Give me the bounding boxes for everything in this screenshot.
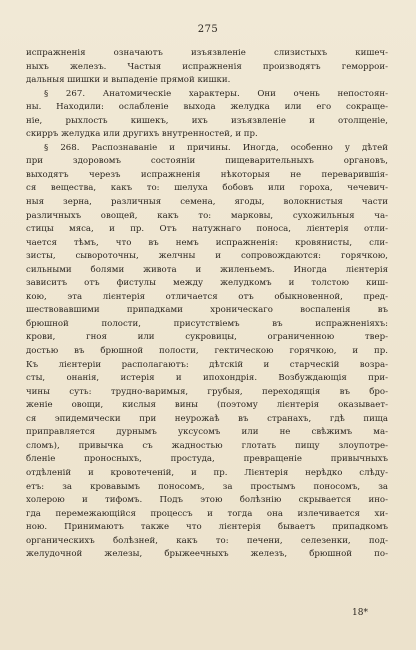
- text-line: женіе овощи, кислыя вины (поэтому лієнтерія оказывает-: [26, 400, 388, 411]
- text-line: испражненія означаютъ изъязвленіе слизистыхъ кишеч-: [26, 48, 388, 58]
- text-line: бленіе проносныхъ, простуда, превращеніе привычныхъ: [26, 454, 388, 465]
- text-line: выходятъ черезъ испражненія нѣкоторыя не переварившія-: [26, 169, 388, 180]
- text-line: приправляется дурнымъ уксусомъ или не свѣжимъ ма-: [26, 427, 388, 438]
- text-line: зисты, сывороточны, желчны и сопровождаются: горячкою,: [26, 251, 388, 262]
- text-line: сты, онанія, истерія и ипохондрія. Возбуждающія при-: [26, 373, 388, 384]
- text-line: ніе, рыхлость кишекъ, ихъ изъязвленіе и отолщеніе,: [26, 115, 388, 126]
- text-line: ною. Принимаютъ также что лієнтерія бываетъ припадкомъ: [26, 522, 388, 533]
- text-line: чины суть: трудно-варимыя, грубыя, переходящія въ бро-: [26, 386, 388, 397]
- body-text: [26, 47, 388, 562]
- text-line: кою, эта лієнтерія отличается отъ обыкновенной, пред-: [26, 291, 388, 302]
- text-line: сильными болями живота и жиленьемъ. Иногда лієнтерія: [26, 264, 388, 275]
- text-line: холерою и тифомъ. Подъ этою болѣзнію скрывается ино-: [26, 495, 388, 506]
- text-line: Къ лієнтеріи располагаютъ: дѣтскій и старческій возра-: [26, 359, 388, 370]
- text-line: достью въ брюшной полости, гектическою горячкою, и пр.: [26, 346, 388, 357]
- text-line: ныхъ железъ. Частыя испражненія производятъ геморрои-: [26, 61, 388, 72]
- text-line: отдѣленій и кровотеченій, и пр. Лієнтерія нерѣдко слѣду-: [26, 467, 388, 478]
- text-line: скирръ желудка или другихъ внутренностей, и пр.: [26, 129, 258, 140]
- text-line: крови, гноя или сукровицы, ограниченною твер-: [26, 332, 388, 343]
- text-line: дальныя шишки и выпаденіе прямой кишки.: [26, 75, 231, 86]
- text-line: § 268. Распознаваніе и причины. Иногда, особенно у дѣтей: [44, 142, 388, 153]
- text-line: етъ: за кровавымъ поносомъ, за простымъ поносомъ, за: [26, 481, 388, 492]
- text-line: ныя зерна, различныя семена, ягоды, волокнистыя части: [26, 197, 388, 208]
- text-line: § 267. Анатомическіе характеры. Они очень непостоян-: [44, 88, 388, 99]
- text-line: зависитъ отъ фистулы между желудкомъ и толстою киш-: [26, 278, 388, 289]
- text-line: брюшной полости, присутствіемъ въ испражненіяхъ:: [26, 318, 388, 329]
- text-line: при здоровомъ состояніи пищеварительныхъ органовъ,: [26, 156, 388, 167]
- text-line: ся вещества, какъ то: шелуха бобовъ или гороха, чечевич-: [26, 183, 388, 194]
- signature-mark: 18*: [352, 608, 368, 618]
- text-line: ны. Находили: ослабленіе выхода желудка или его сокраще-: [26, 102, 388, 113]
- text-line: чается тѣмъ, что въ немъ испражненія: кровянисты, сли-: [26, 237, 388, 248]
- text-line: органическихъ болѣзней, какъ то: печени, селезенки, под-: [26, 535, 388, 546]
- text-line: гда перемежающійся процессъ и тогда она излечивается хи-: [26, 508, 388, 519]
- text-line: ся эпидемически при неурожаѣ въ странахъ, гдѣ пища: [26, 413, 388, 424]
- text-line: стицы мяса, и пр. Отъ натужнаго поноса, лієнтерія отли-: [26, 224, 388, 235]
- text-line: шествовавшими припадками хроническаго воспаленія въ: [26, 305, 388, 316]
- text-line: различныхъ овощей, какъ то: марковы, сухожильныя ча-: [26, 210, 388, 221]
- text-line: желудочной железы, брыжеечныхъ железъ, брюшной по-: [26, 549, 388, 560]
- text-line: сломъ), привычка съ жадностью глотать пищу злоупотре-: [26, 440, 388, 451]
- page-number: 275: [197, 24, 219, 35]
